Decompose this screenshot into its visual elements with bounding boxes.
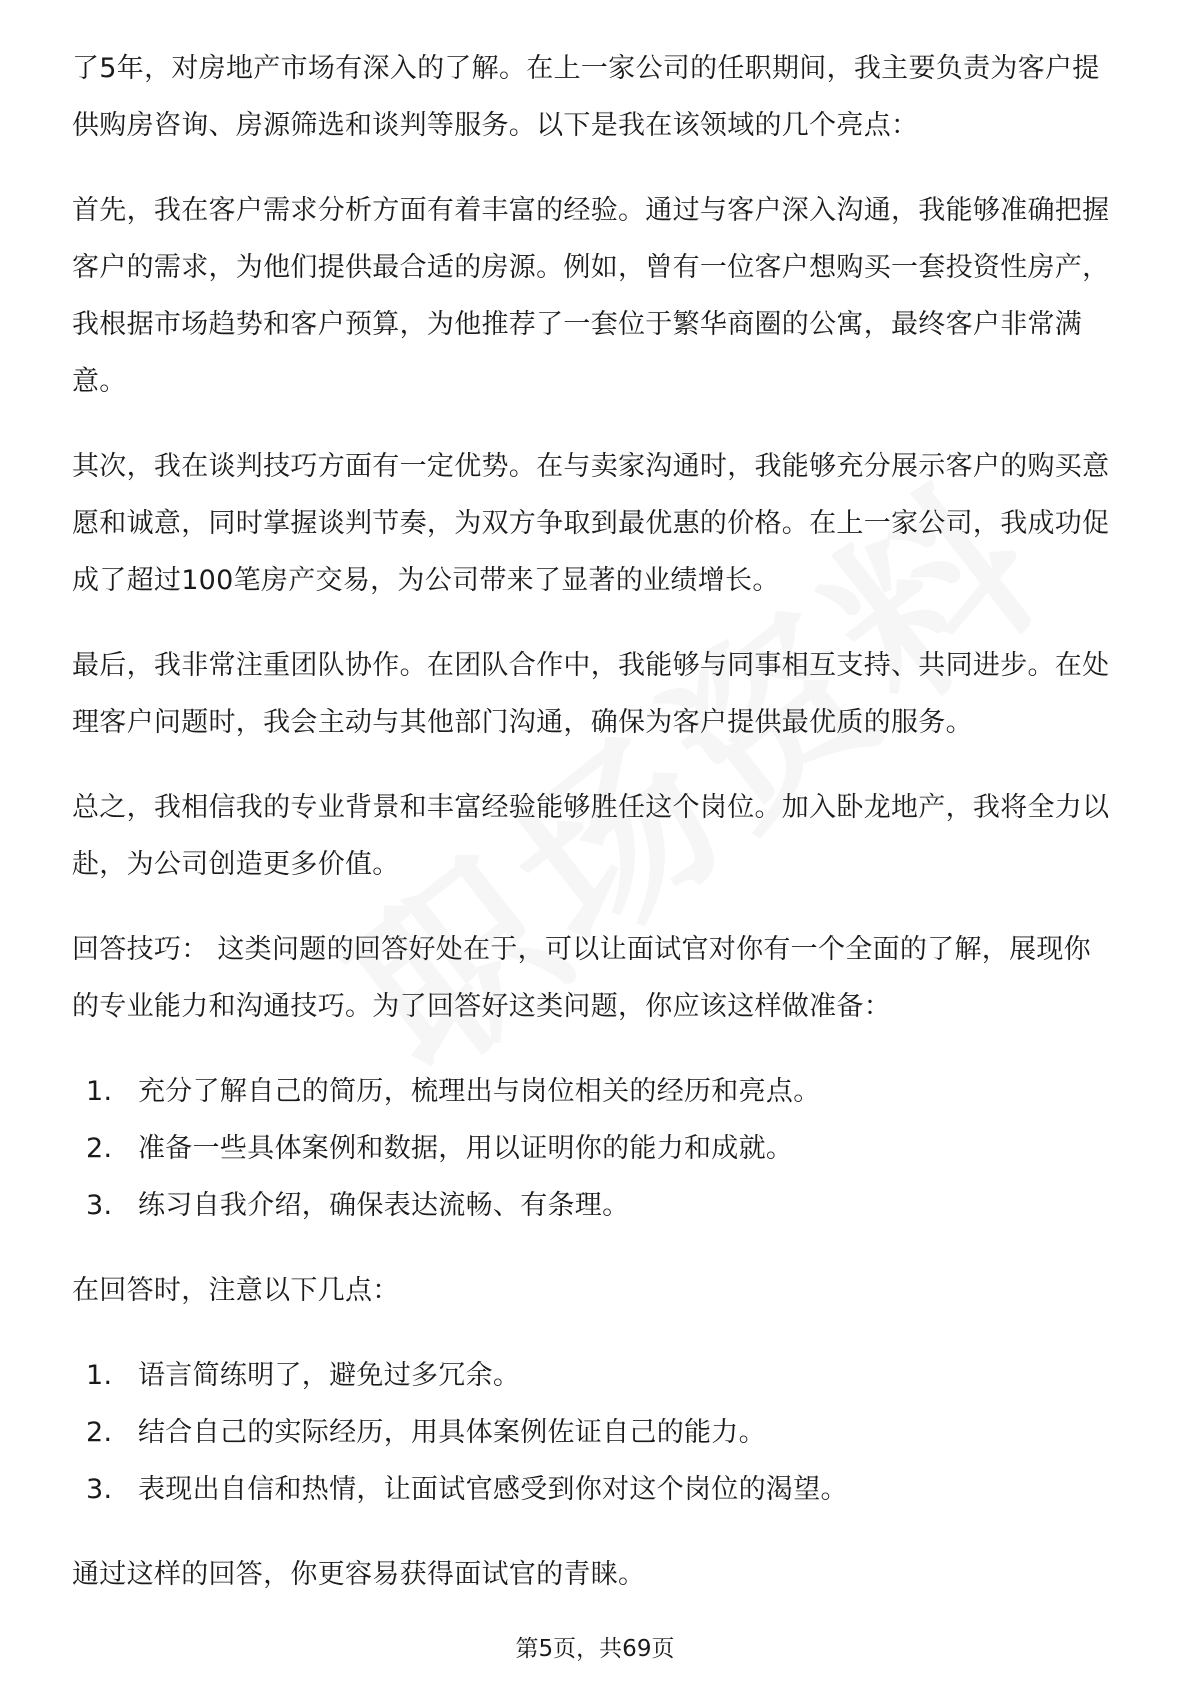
- notice-list: [72, 1347, 1118, 1518]
- paragraph-first: 首先，我在客户需求分析方面有着丰富的经验。通过与客户深入沟通，我能够准确把握客户的需求，为他们提供最合适的房源。例如，曾有一位客户想购买一套投资性房产，我根据市场趋势和客户预算，为他推荐了一套位于繁华商圈的公寓，最终客户非常满意。: [72, 195, 1110, 397]
- list-text: 充分了解自己的简历，梳理出与岗位相关的经历和亮点。: [138, 1076, 821, 1107]
- list-text: 表现出自信和热情，让面试官感受到你对这个岗位的渴望。: [138, 1474, 848, 1505]
- paragraph-second: 其次，我在谈判技巧方面有一定优势。在与卖家沟通时，我能够充分展示客户的购买意愿和诚意，同时掌握谈判节奏，为双方争取到最优惠的价格。在上一家公司，我成功促成了超过100笔房产交易，为公司带来了显著的业绩增长。: [72, 451, 1110, 596]
- paragraph-last: 最后，我非常注重团队协作。在团队合作中，我能够与同事相互支持、共同进步。在处理客户问题时，我会主动与其他部门沟通，确保为客户提供最优质的服务。: [72, 650, 1110, 738]
- list-number: 2.: [86, 1133, 113, 1164]
- list-item: [72, 1404, 1118, 1461]
- closing-paragraph: 通过这样的回答，你更容易获得面试官的青睐。: [72, 1559, 646, 1590]
- list-item: [72, 1461, 1118, 1518]
- notice-intro: 在回答时，注意以下几点：: [72, 1275, 400, 1306]
- list-item: [72, 1347, 1118, 1404]
- list-item: [72, 1063, 1118, 1120]
- paragraph-tips: 回答技巧： 这类问题的回答好处在于，可以让面试官对你有一个全面的了解，展现你的专业能力和沟通技巧。为了回答好这类问题，你应该这样做准备：: [72, 934, 1091, 1022]
- list-text: 结合自己的实际经历，用具体案例佐证自己的能力。: [138, 1417, 766, 1448]
- list-number: 1.: [86, 1360, 113, 1391]
- list-number: 3.: [86, 1474, 113, 1505]
- list-text: 练习自我介绍，确保表达流畅、有条理。: [138, 1190, 630, 1221]
- list-number: 3.: [86, 1190, 113, 1221]
- prep-list: [72, 1063, 1118, 1234]
- list-item: [72, 1120, 1118, 1177]
- list-number: 1.: [86, 1076, 113, 1107]
- paragraph-summary: 总之，我相信我的专业背景和丰富经验能够胜任这个岗位。加入卧龙地产，我将全力以赴，为公司创造更多价值。: [72, 792, 1110, 880]
- list-text: 准备一些具体案例和数据，用以证明你的能力和成就。: [138, 1133, 794, 1164]
- list-text: 语言简练明了，避免过多冗余。: [138, 1360, 521, 1391]
- page-number-footer: 第5页，共69页: [515, 1636, 675, 1662]
- paragraph-intro: 了5年，对房地产市场有深入的了解。在上一家公司的任职期间，我主要负责为客户提供购房咨询、房源筛选和谈判等服务。以下是我在该领域的几个亮点：: [72, 53, 1100, 141]
- list-number: 2.: [86, 1417, 113, 1448]
- document-body: [72, 40, 1118, 1631]
- list-item: [72, 1177, 1118, 1234]
